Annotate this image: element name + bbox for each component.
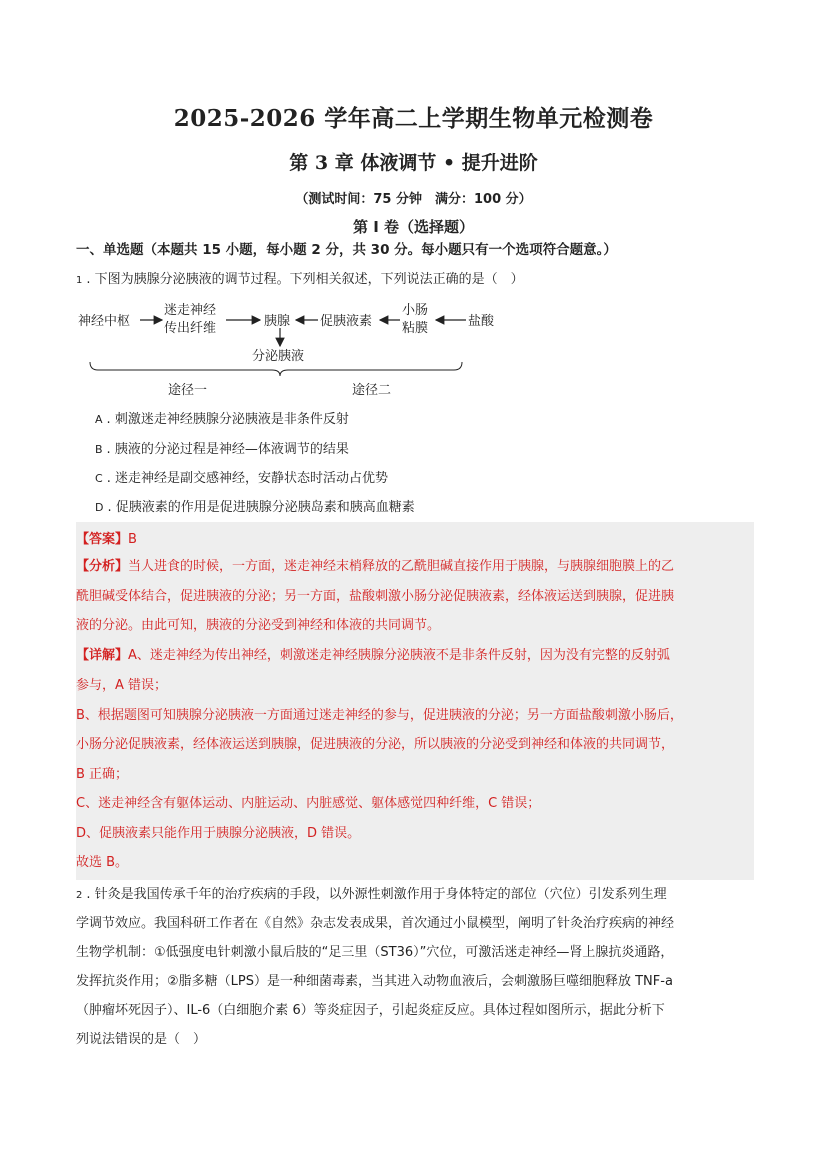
question-2-line-1: 2 . 针灸是我国传承千年的治疗疾病的手段，以外源性刺激作用于身体特定的部位（穴位）引发系列生理 (76, 887, 667, 902)
question-2-number: 2 (76, 890, 83, 901)
conclusion-line: 故选 B。 (76, 855, 129, 870)
analysis-tag: 【分析】 (76, 559, 129, 574)
node-secretin: 促胰液素 (320, 314, 373, 329)
detail-line-6: C、迷走神经含有躯体运动、内脏运动、内脏感觉、躯体感觉四种纤维，C 错误； (76, 796, 541, 811)
section-heading: 一、单选题（本题共 15 小题，每小题 2 分，共 30 分。每小题只有一个选项符合题意。） (76, 242, 617, 258)
detail-line-1 (76, 644, 670, 663)
option-a: A . 刺激迷走神经胰腺分泌胰液是非条件反射 (95, 412, 349, 427)
question-2-line-2: 学调节效应。我国科研工作者在《自然》杂志发表成果，首次通过小鼠模型，阐明了针灸治疗疾病的神经 (76, 916, 675, 931)
brace-path-one (90, 362, 288, 376)
option-c-letter: C (95, 472, 103, 485)
detail-line-2: 参与，A 错误； (76, 678, 168, 693)
detail-line-7: D、促胰液素只能作用于胰腺分泌胰液，D 错误。 (76, 826, 361, 841)
option-b-letter: B (95, 443, 103, 456)
node-secrete-pancreatic-juice: 分泌胰液 (252, 349, 305, 364)
answer-line (76, 528, 137, 547)
question-2-line-5: （肿瘤坏死因子）、IL-6（白细胞介素 6）等炎症因子，引起炎症反应。具体过程如图所示，据此分析下 (76, 1003, 665, 1018)
question-1-number: 1 (76, 275, 83, 286)
option-a-text: 刺激迷走神经胰腺分泌胰液是非条件反射 (114, 412, 349, 427)
analysis-text-1: 当人进食的时候，一方面，迷走神经末梢释放的乙酰胆碱直接作用于胰腺，与胰腺细胞膜上的乙 (128, 559, 675, 574)
volume-heading: 第 I 卷（选择题） (352, 218, 475, 236)
test-time-info: （测试时间：75 分钟 满分：100 分） (295, 192, 532, 207)
detail-line-5: B 正确； (76, 767, 129, 782)
question-2-line-6: 列说法错误的是（ ） (76, 1032, 207, 1047)
chapter-subtitle: 第 3 章 体液调节 • 提升进阶 (289, 152, 538, 174)
question-2-line-4: 发挥抗炎作用；②脂多糖（LPS）是一种细菌毒素，当其进入动物血液后，会刺激肠巨噬细胞释放 TNF-a (76, 974, 673, 989)
node-intestine-line2: 粘膜 (402, 321, 429, 336)
analysis-line-1 (76, 555, 674, 574)
option-c: C . 迷走神经是副交感神经，安静状态时活动占优势 (95, 471, 388, 486)
option-a-letter: A (95, 413, 103, 426)
regulation-diagram (76, 296, 516, 406)
brace-path-two (288, 362, 462, 370)
label-path-one: 途径一 (168, 383, 208, 398)
detail-tag: 【详解】 (76, 648, 129, 663)
question-1-stem: 1 . 下图为胰腺分泌胰液的调节过程。下列相关叙述，下列说法正确的是（ ） (76, 272, 524, 287)
analysis-line-2: 酰胆碱受体结合，促进胰液的分泌；另一方面，盐酸刺激小肠分泌促胰液素，经体液运送到胰腺，促进胰 (76, 589, 675, 604)
option-d: D . 促胰液素的作用是促进胰腺分泌胰岛素和胰高血糖素 (95, 500, 415, 515)
answer-value: B (128, 532, 137, 547)
analysis-line-3: 液的分泌。由此可知，胰液的分泌受到神经和体液的共同调节。 (76, 618, 441, 633)
option-c-text: 迷走神经是副交感神经，安静状态时活动占优势 (114, 471, 388, 486)
node-pancreas: 胰腺 (264, 314, 291, 329)
option-b: B . 胰液的分泌过程是神经—体液调节的结果 (95, 442, 349, 457)
node-vagus-line2: 传出纤维 (164, 321, 217, 336)
node-vagus-line1: 迷走神经 (164, 303, 217, 318)
question-1-text: 下图为胰腺分泌胰液的调节过程。下列相关叙述，下列说法正确的是（ ） (94, 272, 524, 287)
detail-line-4: 小肠分泌促胰液素，经体液运送到胰腺，促进胰液的分泌，所以胰液的分泌受到神经和体液的共同调节， (76, 737, 675, 752)
node-intestine-line1: 小肠 (402, 303, 429, 318)
label-path-two: 途径二 (352, 383, 392, 398)
question-2-text-1: 针灸是我国传承千年的治疗疾病的手段，以外源性刺激作用于身体特定的部位（穴位）引发系列生理 (94, 887, 667, 902)
detail-line-3: B、根据题图可知胰腺分泌胰液一方面通过迷走神经的参与，促进胰液的分泌；另一方面盐酸刺激小肠后， (76, 708, 683, 723)
node-nerve-center: 神经中枢 (78, 314, 131, 329)
detail-text-1: A、迷走神经为传出神经，刺激迷走神经胰腺分泌胰液不是非条件反射，因为没有完整的反射弧 (128, 648, 670, 663)
question-2-line-3: 生物学机制：①低强度电针刺激小鼠后肢的“足三里（ST36）”穴位，可激活迷走神经—肾上腺抗炎通路， (76, 945, 674, 960)
node-hydrochloric-acid: 盐酸 (468, 314, 495, 329)
option-d-text: 促胰液素的作用是促进胰腺分泌胰岛素和胰高血糖素 (115, 500, 415, 515)
paper-title: 2025-2026 学年高二上学期生物单元检测卷 (173, 105, 654, 132)
option-b-text: 胰液的分泌过程是神经—体液调节的结果 (114, 442, 349, 457)
answer-tag: 【答案】 (76, 532, 129, 547)
option-d-letter: D (95, 501, 104, 514)
